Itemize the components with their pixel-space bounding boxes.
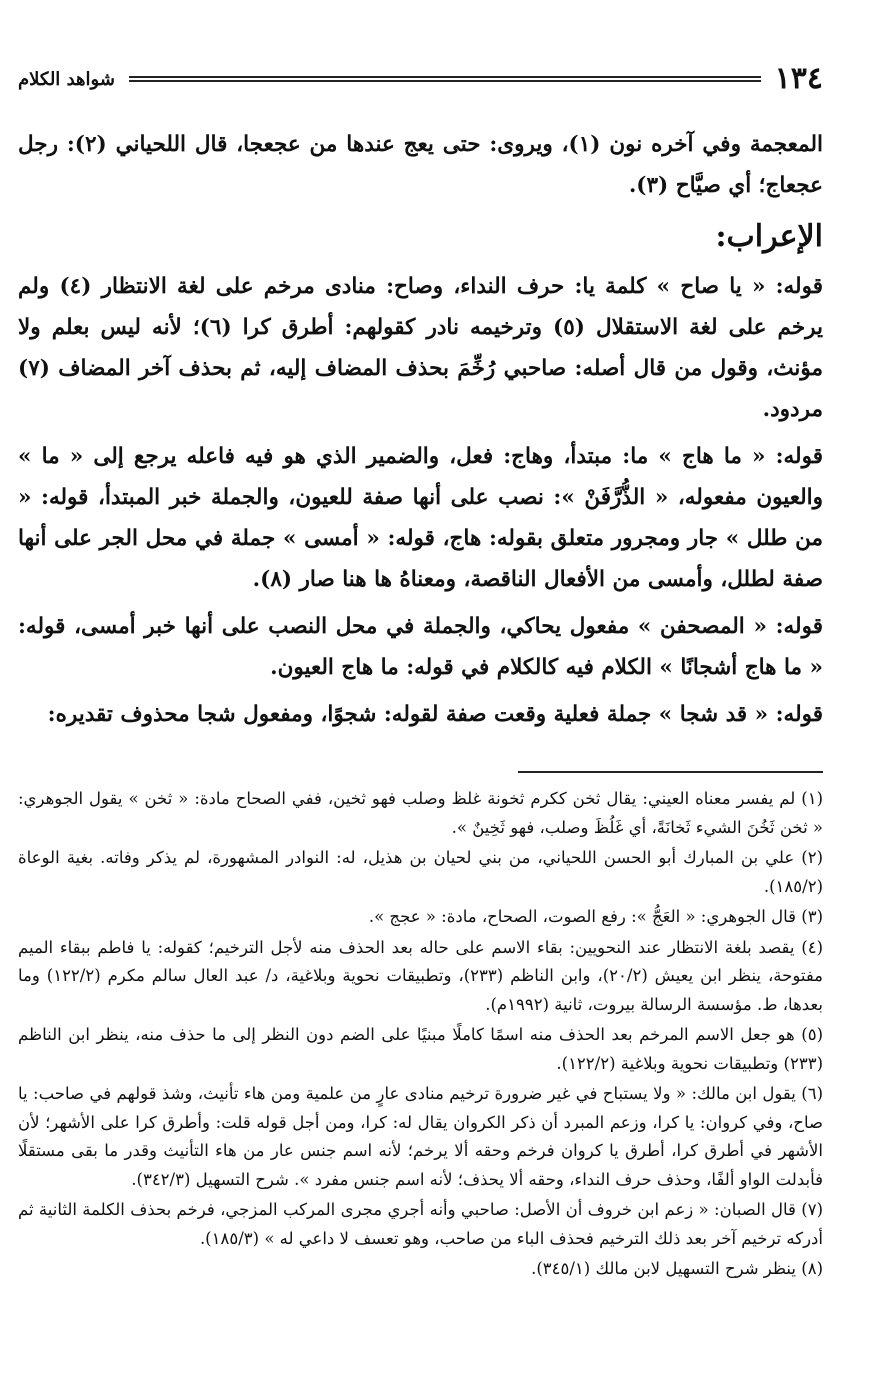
paragraph-ya-sah: قوله: « يا صاح » كلمة يا: حرف النداء، وصاح: منادى مرخم على لغة الانتظار (٤) ولم يرخم على لغة الاستقلال (٥) وترخيمه نادر كقولهم: أطرق كرا (٦)؛ لأنه ليس بعلم ولا مؤنث، وقول من قال أصله: صاحبي رُخِّمَ بحذف المضاف إليه، ثم بحذف آخر المضاف (٧) مردود.: [18, 274, 823, 422]
footnotes: [18, 785, 823, 1284]
footnote-2: (٢) علي بن المبارك أبو الحسن اللحياني، من بني لحيان بن هذيل، له: النوادر المشهورة، لم يذكر وفاته. بغية الوعاة (١٨٥/٢).: [18, 848, 823, 896]
footnote-7: (٧) قال الصبان: « زعم ابن خروف أن الأصل: صاحبي وأنه أجري مجرى المركب المزجي، فرخم بحذف الكلمة الثانية ثم أدركه ترخيم آخر بعد ذلك الترخيم فحذف الباء من صاحب، وهو تعسف لا داعي له » (١٨٥/٣).: [18, 1200, 823, 1248]
running-title: شواهد الكلام: [18, 68, 115, 90]
footnote-4: (٤) يقصد بلغة الانتظار عند النحويين: بقاء الاسم على حاله بعد الحذف منه لأجل الترخيم؛ كقوله: يا فاطم ببقاء الميم مفتوحة، ينظر ابن يعيش (٢٠/٢)، وابن الناظم (٢٣٣)، وتطبيقات نحوية وبلاغية، د/ عبد العال سالم مكرم (١٢٢/٢) وما بعدها، ط. مؤسسة الرسالة بيروت، ثانية (١٩٩٢م).: [18, 937, 824, 1014]
section-heading: الإعراب:: [715, 219, 823, 254]
book-page: [18, 50, 823, 1360]
footnote-6: (٦) يقول ابن مالك: « ولا يستباح في غير ضرورة ترخيم منادى عارٍ من علمية ومن هاء تأنيث، وشذ قولهم في صاحب: يا صاح، وفي كروان: يا كرا، وزعم المبرد أن ذكر الكروان يقال له: كرا، ومن أجل قوله قلت: وأطرق كرا على الأشهر؛ لأن الأشهر في أطرق كرا، أطرق يا كروان فرخم وحقه ألا يرخم؛ لأنه اسم جنس عار من هاء التأنيث وقدر ما بقى مستقلًا فأبدلت الواو ألفًا، وحذف حرف النداء، وحقه ألا يحذف؛ لأنه اسم جنس مفرد ». شرح التسهيل (٣٤٢/٣).: [18, 1084, 823, 1189]
footnote-5: (٥) هو جعل الاسم المرخم بعد الحذف منه اسمًا كاملًا مبنيًا على الضم دون النظر إلى ما حذف منه، ينظر ابن الناظم (٢٣٣) وتطبيقات نحوية وبلاغية (١٢٢/٢).: [18, 1025, 823, 1073]
main-text: [18, 124, 823, 735]
header-rule: [129, 76, 761, 82]
paragraph-qad-shaja: قوله: « قد شجا » جملة فعلية وقعت صفة لقوله: شجوًا، ومفعول شجا محذوف تقديره:: [47, 702, 823, 727]
footnote-8: (٨) ينظر شرح التسهيل لابن مالك (٣٤٥/١).: [531, 1259, 823, 1278]
paragraph-musahfin: قوله: « المصحفن » مفعول يحاكي، والجملة في محل النصب على أنها خبر أمسى، قوله: « ما هاج أشجانًا » الكلام فيه كالكلام في قوله: ما هاج العيون.: [18, 614, 823, 680]
page-number: ١٣٤: [774, 61, 823, 96]
footnote-1: (١) لم يفسر معناه العيني: يقال ثخن ككرم ثخونة غلظ وصلب فهو ثخين، ففي الصحاح مادة: « ثخن » يقول الجوهري: « ثخن ثَخُنَ الشيء ثَخانَةً، أي غَلُظَ وصلب، فهو ثَخِينٌ ».: [18, 789, 823, 837]
paragraph-ma-haj: قوله: « ما هاج » ما: مبتدأ، وهاج: فعل، والضمير الذي هو فيه فاعله يرجع إلى « ما » والعيون مفعوله، « الذُّرَّفَنْ »: نصب على أنها صفة للعيون، والجملة خبر المبتدأ، قوله: « من طلل » جار ومجرور متعلق بقوله: هاج، قوله: « أمسى » جملة في محل الجر على أنها صفة لطلل، وأمسى من الأفعال الناقصة، ومعناهُ ها هنا صار (٨).: [18, 444, 823, 592]
running-head: [18, 50, 823, 100]
footnote-rule: [518, 771, 823, 773]
paragraph-intro: المعجمة وفي آخره نون (١)، ويروى: حتى يعج عندها من عجعجا، قال اللحياني (٢): رجل عجعاج؛ أي صيَّاح (٣).: [18, 132, 823, 198]
footnote-3: (٣) قال الجوهري: « العَجُّ »: رفع الصوت، الصحاح، مادة: « عجج ».: [368, 907, 823, 926]
